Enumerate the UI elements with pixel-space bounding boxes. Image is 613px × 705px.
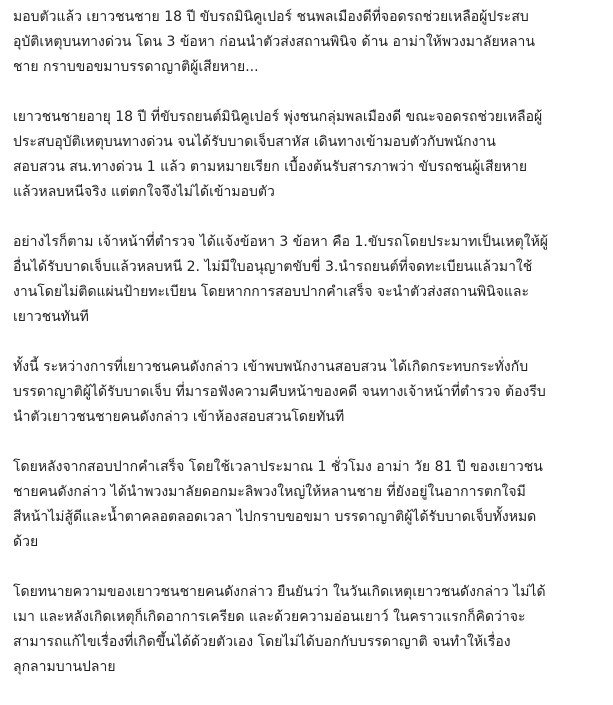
article-paragraph — [13, 105, 611, 205]
paragraph-line: มอบตัวแล้ว เยาวชนชาย 18 ปี ขับรถมินิคูเปอร์ ชนพลเมืองดีที่จอดรถช่วยเหลือผู้ประสบ — [13, 9, 529, 25]
paragraph-line: งานโดยไม่ติดแผ่นป้ายทะเบียน โดยหากการสอบปากคำเสร็จ จะนำตัวส่งสถานพินิจและ — [13, 284, 530, 300]
paragraph-line: เยาวชนชายอายุ 18 ปี ที่ขับรถยนต์มินิคูเปอร์ พุ่งชนกลุ่มพลเมืองดี ขณะจอดรถช่วยเหลือผู้ — [13, 109, 543, 125]
article-paragraph — [13, 580, 611, 680]
paragraph-line: โดยหลังจากสอบปากคำเสร็จ โดยใช้เวลาประมาณ 1 ชั่วโมง อาม่า วัย 81 ปี ของเยาวชน — [13, 459, 543, 475]
paragraph-line: ลุกลามบานปลาย — [13, 659, 116, 675]
paragraph-line: เมา และหลังเกิดเหตุก็เกิดอาการเครียด และด้วยความอ่อนเยาว์ ในคราวแรกก็คิดว่าจะ — [13, 609, 526, 625]
news-article — [13, 5, 611, 705]
paragraph-line: อย่างไรก็ตาม เจ้าหน้าที่ตำรวจ ได้แจ้งข้อหา 3 ข้อหา คือ 1.ขับรถโดยประมาทเป็นเหตุให้ผู้ — [13, 234, 549, 250]
paragraph-line: ชาย กราบขอขมาบรรดาญาติผู้เสียหาย... — [13, 59, 259, 75]
paragraph-line: สามารถแก้ไขเรื่องที่เกิดขึ้นได้ด้วยตัวเอง โดยไม่ได้บอกกับบรรดาญาติ จนทำให้เรื่อง — [13, 634, 511, 650]
paragraph-line: อื่นได้รับบาดเจ็บแล้วหลบหนี 2. ไม่มีใบอนุญาตขับขี่ 3.นำรถยนต์ที่จดทะเบียนแล้วมาใช้ — [13, 259, 533, 275]
article-paragraph-lead — [13, 5, 611, 80]
paragraph-line: ทั้งนี้ ระหว่างการที่เยาวชนคนดังกล่าว เข้าพบพนักงานสอบสวน ได้เกิดกระทบกระทั่งกับ — [13, 359, 529, 375]
paragraph-line: ประสบอุบัติเหตุบนทางด่วน จนได้รับบาดเจ็บสาหัส เดินทางเข้ามอบตัวกับพนักงาน — [13, 134, 496, 150]
paragraph-line: บรรดาญาติผู้ได้รับบาดเจ็บ ที่มารอฟังความคืบหน้าของคดี จนทางเจ้าหน้าที่ตำรวจ ต้องรีบ — [13, 384, 546, 400]
article-paragraph — [13, 355, 611, 430]
paragraph-line: โดยทนายความของเยาวชนชายคนดังกล่าว ยืนยันว่า ในวันเกิดเหตุเยาวชนดังกล่าว ไม่ได้ — [13, 584, 546, 600]
paragraph-line: นำตัวเยาวชนชายคนดังกล่าว เข้าห้องสอบสวนโดยทันที — [13, 409, 345, 425]
paragraph-line: เยาวชนทันที — [13, 309, 89, 325]
article-paragraph — [13, 230, 611, 330]
paragraph-line: สอบสวน สน.ทางด่วน 1 แล้ว ตามหมายเรียก เบื้องต้นรับสารภาพว่า ขับรถชนผู้เสียหาย — [13, 159, 528, 175]
article-paragraph — [13, 455, 611, 555]
paragraph-line: สีหน้าไม่สู้ดีและน้ำตาคลอตลอดเวลา ไปกราบขอขมา บรรดาญาติผู้ได้รับบาดเจ็บทั้งหมด — [13, 509, 537, 525]
paragraph-line: แล้วหลบหนีจริง แต่ตกใจจึงไม่ได้เข้ามอบตัว — [13, 184, 275, 200]
paragraph-line: อุบัติเหตุบนทางด่วน โดน 3 ข้อหา ก่อนนำตัวส่งสถานพินิจ ด้าน อาม่าให้พวงมาลัยหลาน — [13, 34, 535, 50]
paragraph-line: ชายคนดังกล่าว ได้นำพวงมาลัยดอกมะลิพวงใหญ่ให้หลานชาย ที่ยังอยู่ในอาการตกใจมี — [13, 484, 526, 500]
paragraph-line: ด้วย — [13, 534, 39, 550]
